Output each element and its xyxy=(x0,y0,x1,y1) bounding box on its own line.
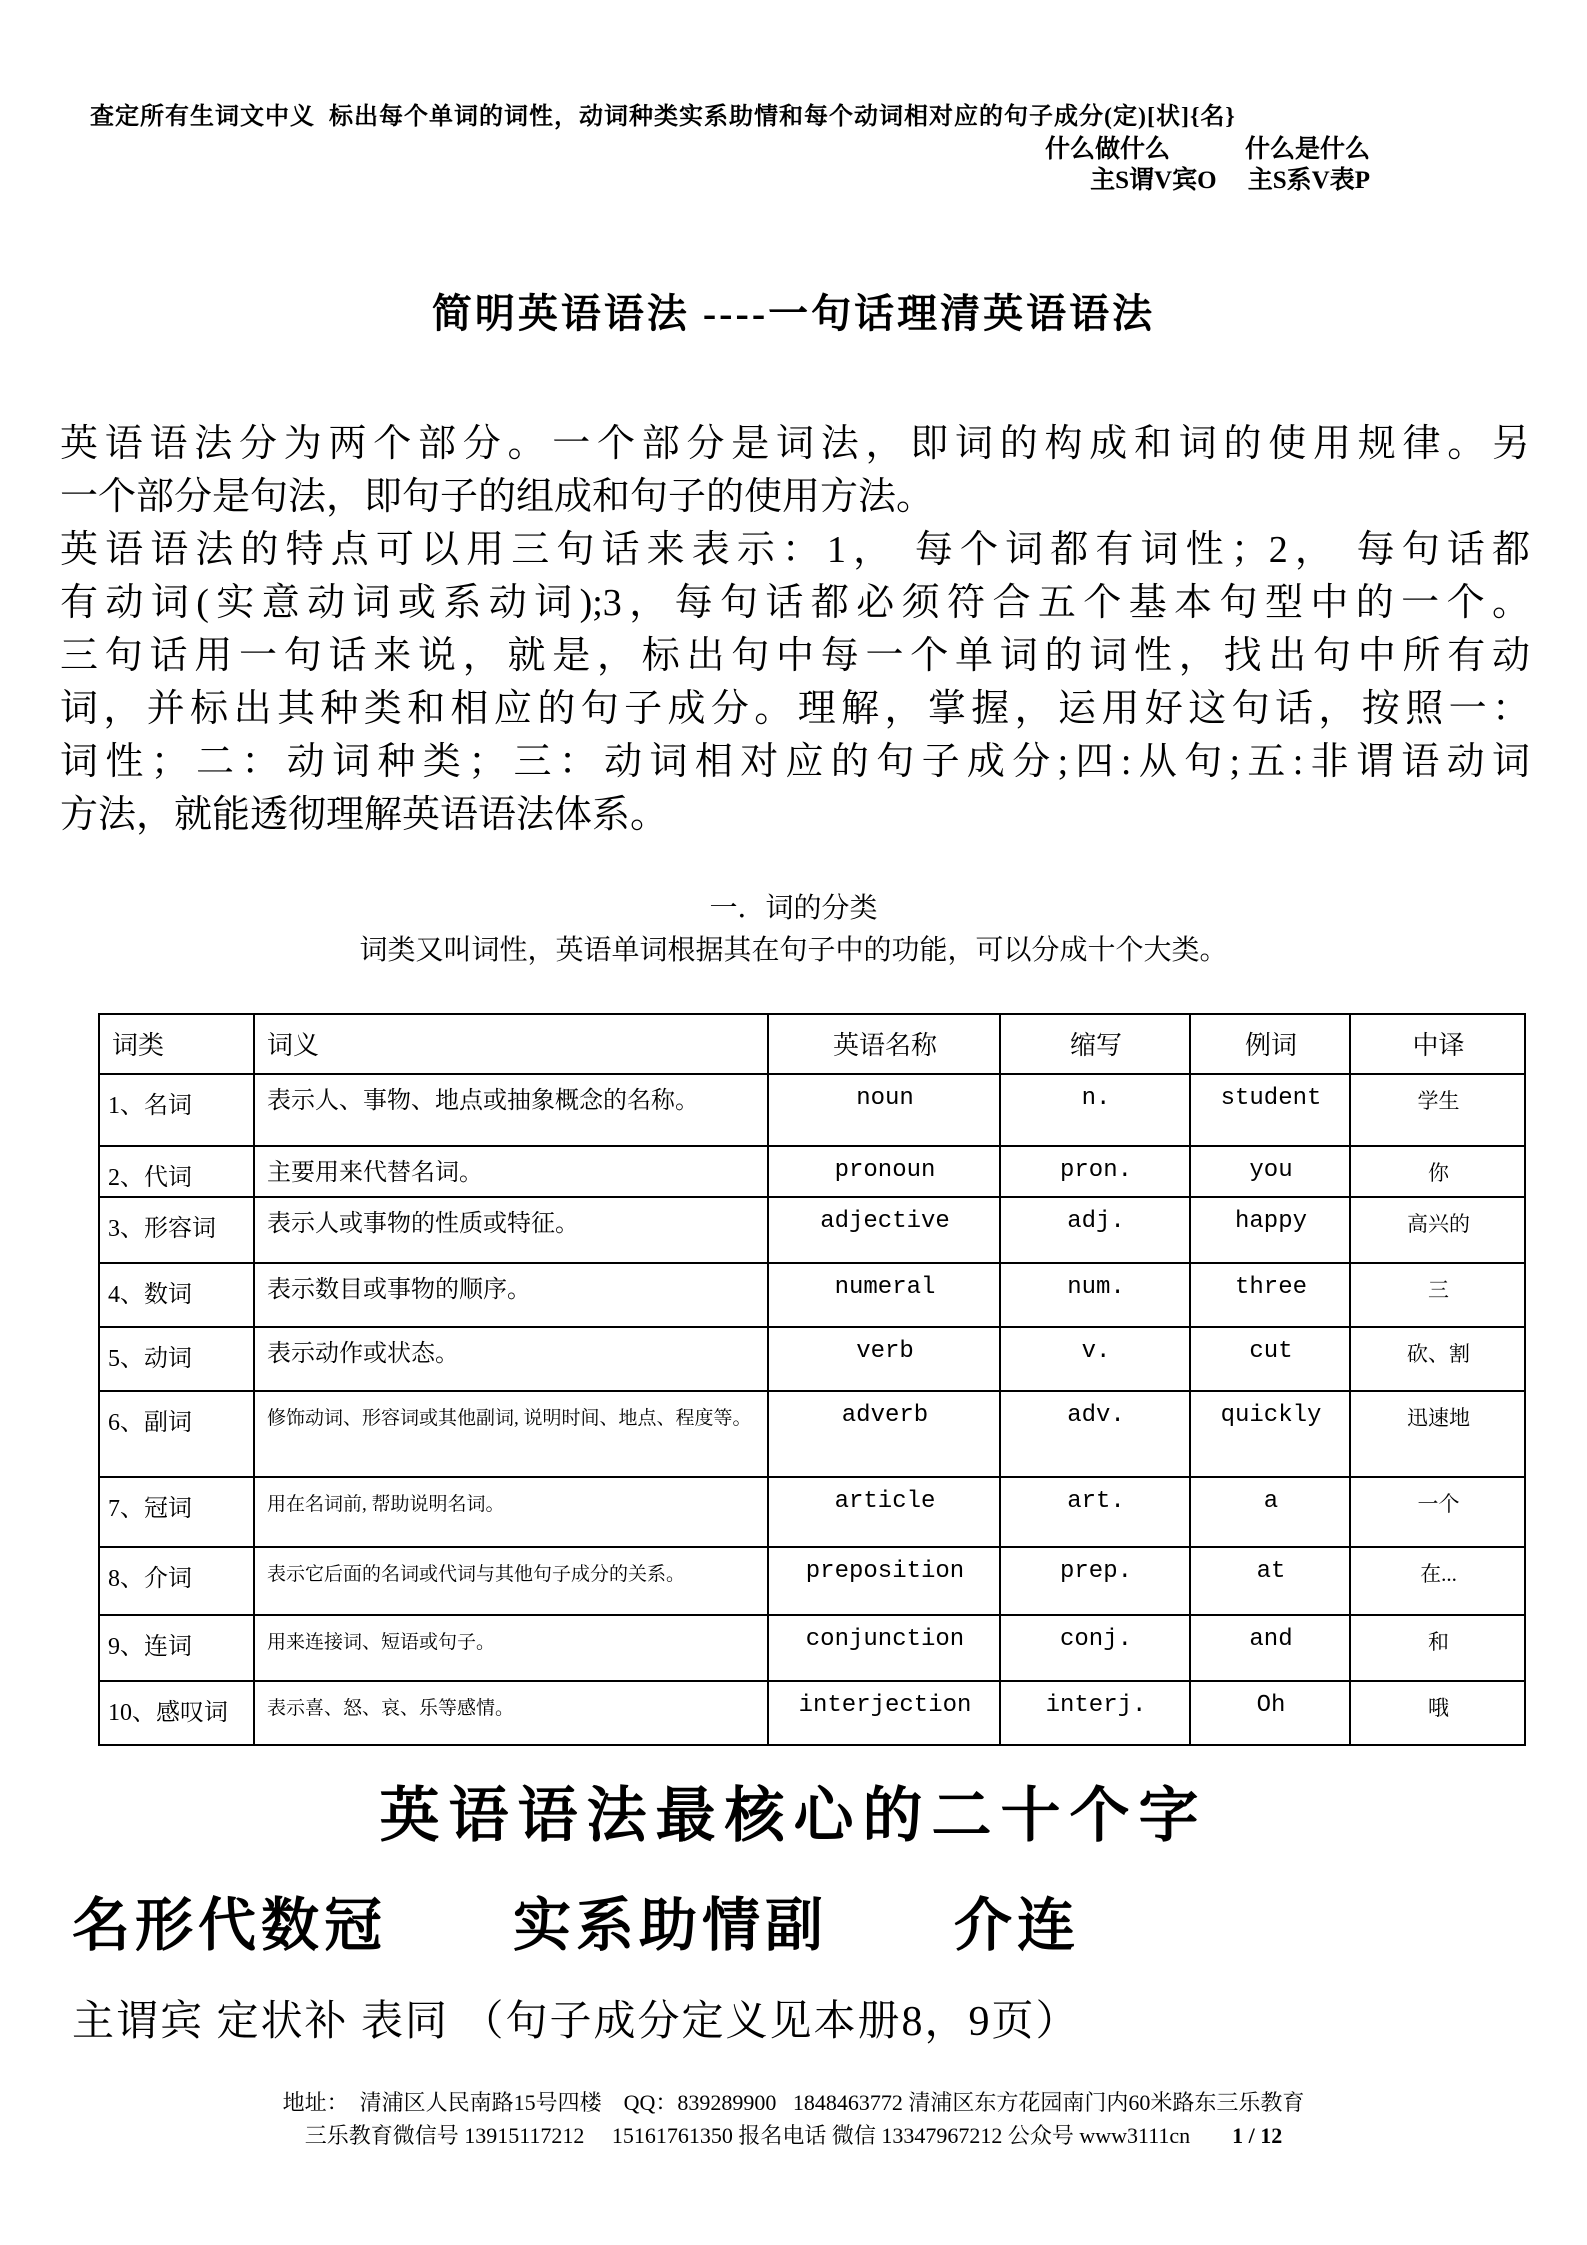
core-chars-line2: 主谓宾 定状补 表同 （句子成分定义见本册8，9页） xyxy=(72,1999,1080,2045)
table-header-row xyxy=(99,1014,1525,1074)
cell-example: at xyxy=(1190,1547,1350,1615)
header-note-line2: 什么做什么 什么是什么 xyxy=(1044,136,1370,163)
cell-translation: 迅速地 xyxy=(1350,1391,1525,1477)
cell-abbr: n. xyxy=(1000,1074,1190,1146)
cell-translation: 一个 xyxy=(1350,1477,1525,1547)
core-twenty-chars-heading: 英语语法最核心的二十个字 xyxy=(379,1783,1208,1849)
cell-english: article xyxy=(768,1477,1000,1547)
cell-example: Oh xyxy=(1190,1681,1350,1745)
intro-line: 有动词(实意动词或系动词);3，每句话都必须符合五个基本句型中的一个。 xyxy=(60,582,1530,624)
cell-translation: 和 xyxy=(1350,1615,1525,1681)
col-header-example: 例词 xyxy=(1190,1014,1350,1074)
cell-abbr: v. xyxy=(1000,1327,1190,1391)
cell-example: quickly xyxy=(1190,1391,1350,1477)
page-number: 1 / 12 xyxy=(1232,2123,1283,2148)
cell-category: 2、代词 xyxy=(99,1146,254,1197)
intro-line: 一个部分是句法，即句子的组成和句子的使用方法。 xyxy=(60,476,935,518)
col-header-english: 英语名称 xyxy=(768,1014,1000,1074)
cell-translation: 砍、割 xyxy=(1350,1327,1525,1391)
table-row xyxy=(99,1074,1525,1146)
section-heading: 一．词的分类 xyxy=(709,893,878,924)
cell-category: 7、冠词 xyxy=(99,1477,254,1547)
intro-line: 英语语法分为两个部分。一个部分是词法，即词的构成和词的使用规律。另 xyxy=(60,423,1530,465)
col-header-abbr: 缩写 xyxy=(1000,1014,1190,1074)
table-row xyxy=(99,1615,1525,1681)
cell-meaning: 表示人或事物的性质或特征。 xyxy=(254,1197,768,1263)
table-row xyxy=(99,1263,1525,1327)
cell-category: 6、副词 xyxy=(99,1391,254,1477)
cell-abbr: adj. xyxy=(1000,1197,1190,1263)
cell-english: conjunction xyxy=(768,1615,1000,1681)
cell-translation: 学生 xyxy=(1350,1074,1525,1146)
cell-abbr: pron. xyxy=(1000,1146,1190,1197)
cell-meaning: 表示人、事物、地点或抽象概念的名称。 xyxy=(254,1074,768,1146)
table-row xyxy=(99,1681,1525,1745)
intro-line: 英语语法的特点可以用三句话来表示：1， 每个词都有词性；2， 每句话都 xyxy=(60,529,1530,571)
cell-meaning: 表示它后面的名词或代词与其他句子成分的关系。 xyxy=(254,1547,768,1615)
cell-category: 5、动词 xyxy=(99,1327,254,1391)
cell-meaning: 表示喜、怒、哀、乐等感情。 xyxy=(254,1681,768,1745)
cell-english: adjective xyxy=(768,1197,1000,1263)
cell-meaning: 表示数目或事物的顺序。 xyxy=(254,1263,768,1327)
col-header-translation: 中译 xyxy=(1350,1014,1525,1074)
cell-english: noun xyxy=(768,1074,1000,1146)
cell-translation: 在... xyxy=(1350,1547,1525,1615)
cell-translation: 三 xyxy=(1350,1263,1525,1327)
cell-abbr: adv. xyxy=(1000,1391,1190,1477)
cell-abbr: art. xyxy=(1000,1477,1190,1547)
cell-abbr: prep. xyxy=(1000,1547,1190,1615)
header-note-line1: 查定所有生词文中义 标出每个单词的词性，动词种类实系助情和每个动词相对应的句子成分(定)[状]{名} xyxy=(90,104,1236,130)
col-header-category: 词类 xyxy=(99,1014,254,1074)
section-subheading: 词类又叫词性，英语单词根据其在句子中的功能，可以分成十个大类。 xyxy=(359,935,1228,966)
cell-category: 3、形容词 xyxy=(99,1197,254,1263)
cell-abbr: num. xyxy=(1000,1263,1190,1327)
col-header-meaning: 词义 xyxy=(254,1014,768,1074)
cell-example: three xyxy=(1190,1263,1350,1327)
table-row xyxy=(99,1197,1525,1263)
cell-translation: 哦 xyxy=(1350,1681,1525,1745)
page-footer xyxy=(0,2086,1587,2152)
cell-meaning: 修饰动词、形容词或其他副词, 说明时间、地点、程度等。 xyxy=(254,1391,768,1477)
page-title: 简明英语语法 ----一句话理清英语语法 xyxy=(431,291,1156,336)
cell-translation: 你 xyxy=(1350,1146,1525,1197)
footer-address-line: 地址： 清浦区人民南路15号四楼 QQ：839289900 1848463772 清浦区东方花园南门内60米路东三乐教育 xyxy=(282,2090,1305,2115)
cell-meaning: 主要用来代替名词。 xyxy=(254,1146,768,1197)
table-row xyxy=(99,1547,1525,1615)
cell-english: interjection xyxy=(768,1681,1000,1745)
cell-example: and xyxy=(1190,1615,1350,1681)
cell-example: a xyxy=(1190,1477,1350,1547)
cell-english: pronoun xyxy=(768,1146,1000,1197)
table-row xyxy=(99,1477,1525,1547)
cell-category: 10、感叹词 xyxy=(99,1681,254,1745)
cell-english: adverb xyxy=(768,1391,1000,1477)
cell-category: 4、数词 xyxy=(99,1263,254,1327)
intro-line: 词，并标出其种类和相应的句子成分。理解，掌握，运用好这句话，按照一： xyxy=(60,688,1530,730)
cell-translation: 高兴的 xyxy=(1350,1197,1525,1263)
cell-example: student xyxy=(1190,1074,1350,1146)
cell-example: cut xyxy=(1190,1327,1350,1391)
table-row xyxy=(99,1327,1525,1391)
core-chars-line1: 名形代数冠 实系助情副 介连 xyxy=(72,1893,1081,1958)
table-row xyxy=(99,1391,1525,1477)
cell-category: 9、连词 xyxy=(99,1615,254,1681)
intro-line: 三句话用一句话来说，就是，标出句中每一个单词的词性，找出句中所有动 xyxy=(60,635,1530,677)
cell-category: 8、介词 xyxy=(99,1547,254,1615)
cell-meaning: 用来连接词、短语或句子。 xyxy=(254,1615,768,1681)
parts-of-speech-table xyxy=(98,1013,1526,1746)
cell-abbr: conj. xyxy=(1000,1615,1190,1681)
table-row xyxy=(99,1146,1525,1197)
cell-english: preposition xyxy=(768,1547,1000,1615)
footer-contact-line xyxy=(0,2119,1587,2152)
footer-contact-text: 三乐教育微信号 13915117212 15161761350 报名电话 微信 13347967212 公众号 www3111cn xyxy=(304,2123,1191,2148)
header-note-line3: 主S谓V宾O 主S系V表P xyxy=(1090,167,1370,194)
intro-line: 词性；二：动词种类；三：动词相对应的句子成分;四:从句;五:非谓语动词 xyxy=(60,741,1530,783)
cell-meaning: 表示动作或状态。 xyxy=(254,1327,768,1391)
cell-english: verb xyxy=(768,1327,1000,1391)
intro-paragraphs xyxy=(60,418,1530,842)
cell-example: happy xyxy=(1190,1197,1350,1263)
cell-category: 1、名词 xyxy=(99,1074,254,1146)
cell-abbr: interj. xyxy=(1000,1681,1190,1745)
cell-meaning: 用在名词前, 帮助说明名词。 xyxy=(254,1477,768,1547)
cell-example: you xyxy=(1190,1146,1350,1197)
intro-line: 方法，就能透彻理解英语语法体系。 xyxy=(60,794,669,836)
handwritten-header-note xyxy=(90,100,1500,196)
cell-english: numeral xyxy=(768,1263,1000,1327)
